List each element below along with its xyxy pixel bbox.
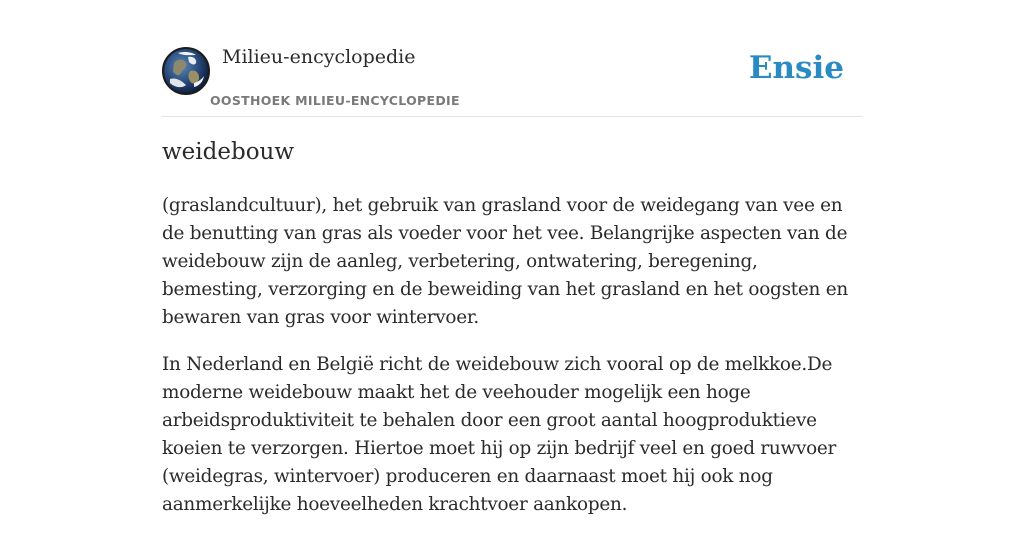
site-subtitle: OOSTHOEK MILIEU-ENCYCLOPEDIE <box>210 93 460 108</box>
earth-globe-icon[interactable] <box>162 47 210 95</box>
site-title[interactable]: Milieu-encyclopedie <box>222 46 416 68</box>
brand-logo-link[interactable]: Ensie <box>748 50 844 86</box>
entry-paragraph: In Nederland en België richt de weidebouw zich vooral op de melkkoe.De moderne weidebouw maakt het de veehouder mogelijk een hoge arbeidsproduktiviteit te behalen door een groot aantal hoogproduktieve koeien te verzorgen. Hiertoe moet hij op zijn bedrijf veel en goed ruwvoer (weidegras, wintervoer) produceren en daarnaast moet hij ook nog aanmerkelijke hoeveelheden krachtvoer aankopen. <box>162 354 837 515</box>
entry-title: weidebouw <box>162 139 295 165</box>
entry-body <box>162 192 862 538</box>
page <box>162 0 862 515</box>
site-header <box>162 40 862 117</box>
entry-paragraph: (graslandcultuur), het gebruik van grasland voor de weidegang van vee en de benutting van gras als voeder voor het vee. Belangrijke aspecten van de weidebouw zijn de aanleg, verbetering, ontwatering, beregening, bemesting, verzorging en de beweiding van het grasland en het oogsten en bewaren van gras voor wintervoer. <box>162 195 848 328</box>
